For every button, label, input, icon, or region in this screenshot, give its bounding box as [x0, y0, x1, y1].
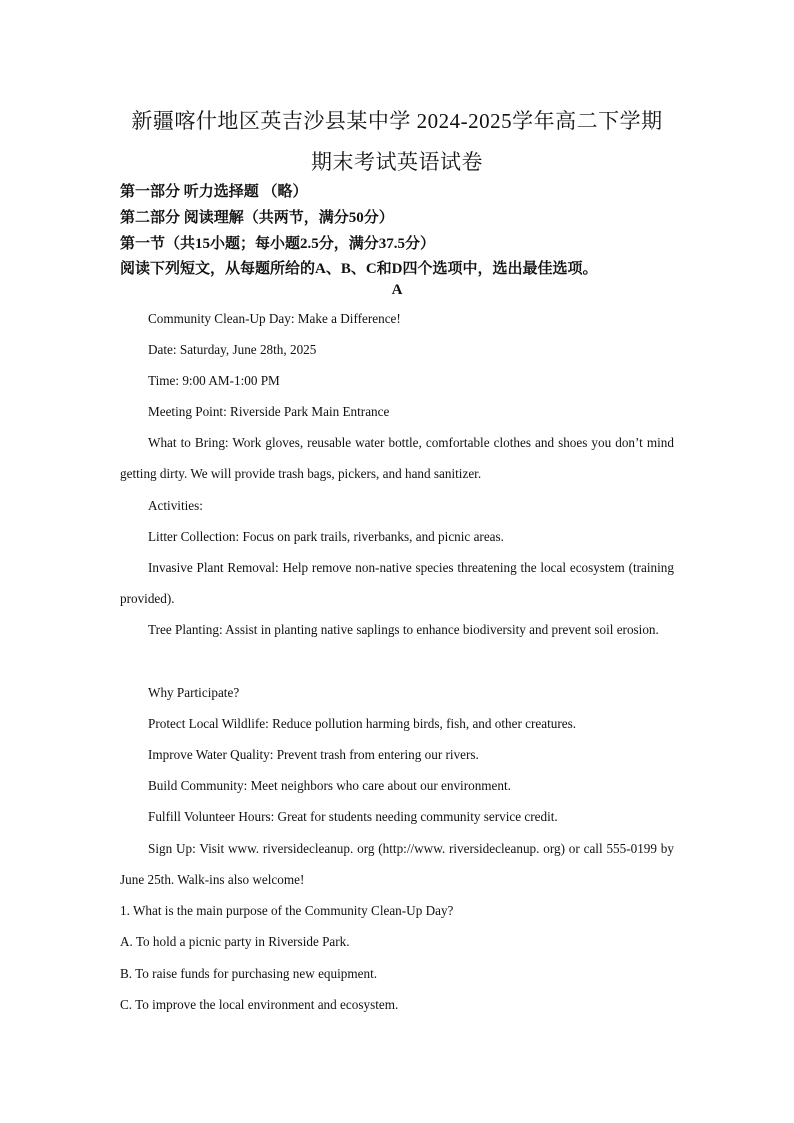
- reason-volunteer-hours: Fulfill Volunteer Hours: Great for students needing community service credit.: [148, 809, 558, 824]
- part2-heading: 第二部分 阅读理解（共两节，满分50分）: [120, 210, 394, 226]
- event-time: Time: 9:00 AM-1:00 PM: [148, 373, 280, 388]
- exam-title-line-2: 期末考试英语试卷: [311, 150, 483, 174]
- exam-title-line-1: 新疆喀什地区英吉沙县某中学 2024-2025学年高二下学期: [131, 109, 663, 133]
- activity-tree-planting: Tree Planting: Assist in planting native saplings to enhance biodiversity and prevent soil erosion.: [148, 622, 659, 637]
- activity-invasive-plant-removal: Invasive Plant Removal: Help remove non-native species threatening the local ecosystem (training provided).: [120, 560, 674, 606]
- reason-protect-wildlife: Protect Local Wildlife: Reduce pollution harming birds, fish, and other creatures.: [148, 716, 577, 731]
- passage-heading: Community Clean-Up Day: Make a Difference!: [148, 311, 401, 326]
- reason-build-community: Build Community: Meet neighbors who care about our environment.: [148, 778, 511, 793]
- question-1-option-a: A. To hold a picnic party in Riverside Park.: [120, 934, 350, 949]
- reason-water-quality: Improve Water Quality: Prevent trash from entering our rivers.: [148, 747, 479, 762]
- question-1-option-b: B. To raise funds for purchasing new equipment.: [120, 966, 378, 981]
- what-to-bring: What to Bring: Work gloves, reusable water bottle, comfortable clothes and shoes you don’t mind getting dirty. We will provide trash bags, pickers, and hand sanitizer.: [120, 435, 674, 481]
- question-1-stem: 1. What is the main purpose of the Community Clean-Up Day?: [120, 903, 454, 918]
- meeting-point: Meeting Point: Riverside Park Main Entrance: [148, 404, 390, 419]
- activities-heading: Activities:: [148, 498, 203, 513]
- question-1-option-c: C. To improve the local environment and ecosystem.: [120, 997, 399, 1012]
- event-date: Date: Saturday, June 28th, 2025: [148, 342, 317, 357]
- sign-up-info: Sign Up: Visit www. riversidecleanup. org (http://www. riversidecleanup. org) or call 555-0199 by June 25th. Walk-ins also welcome!: [120, 841, 674, 887]
- reading-instruction: 阅读下列短文，从每题所给的A、B、C和D四个选项中，选出最佳选项。: [120, 261, 598, 277]
- passage-label: A: [391, 282, 403, 298]
- activity-litter-collection: Litter Collection: Focus on park trails, riverbanks, and picnic areas.: [148, 529, 504, 544]
- section1-heading: 第一节（共15小题；每小题2.5分，满分37.5分）: [120, 236, 436, 252]
- part1-heading: 第一部分 听力选择题 （略）: [120, 184, 308, 200]
- why-participate-heading: Why Participate?: [148, 685, 240, 700]
